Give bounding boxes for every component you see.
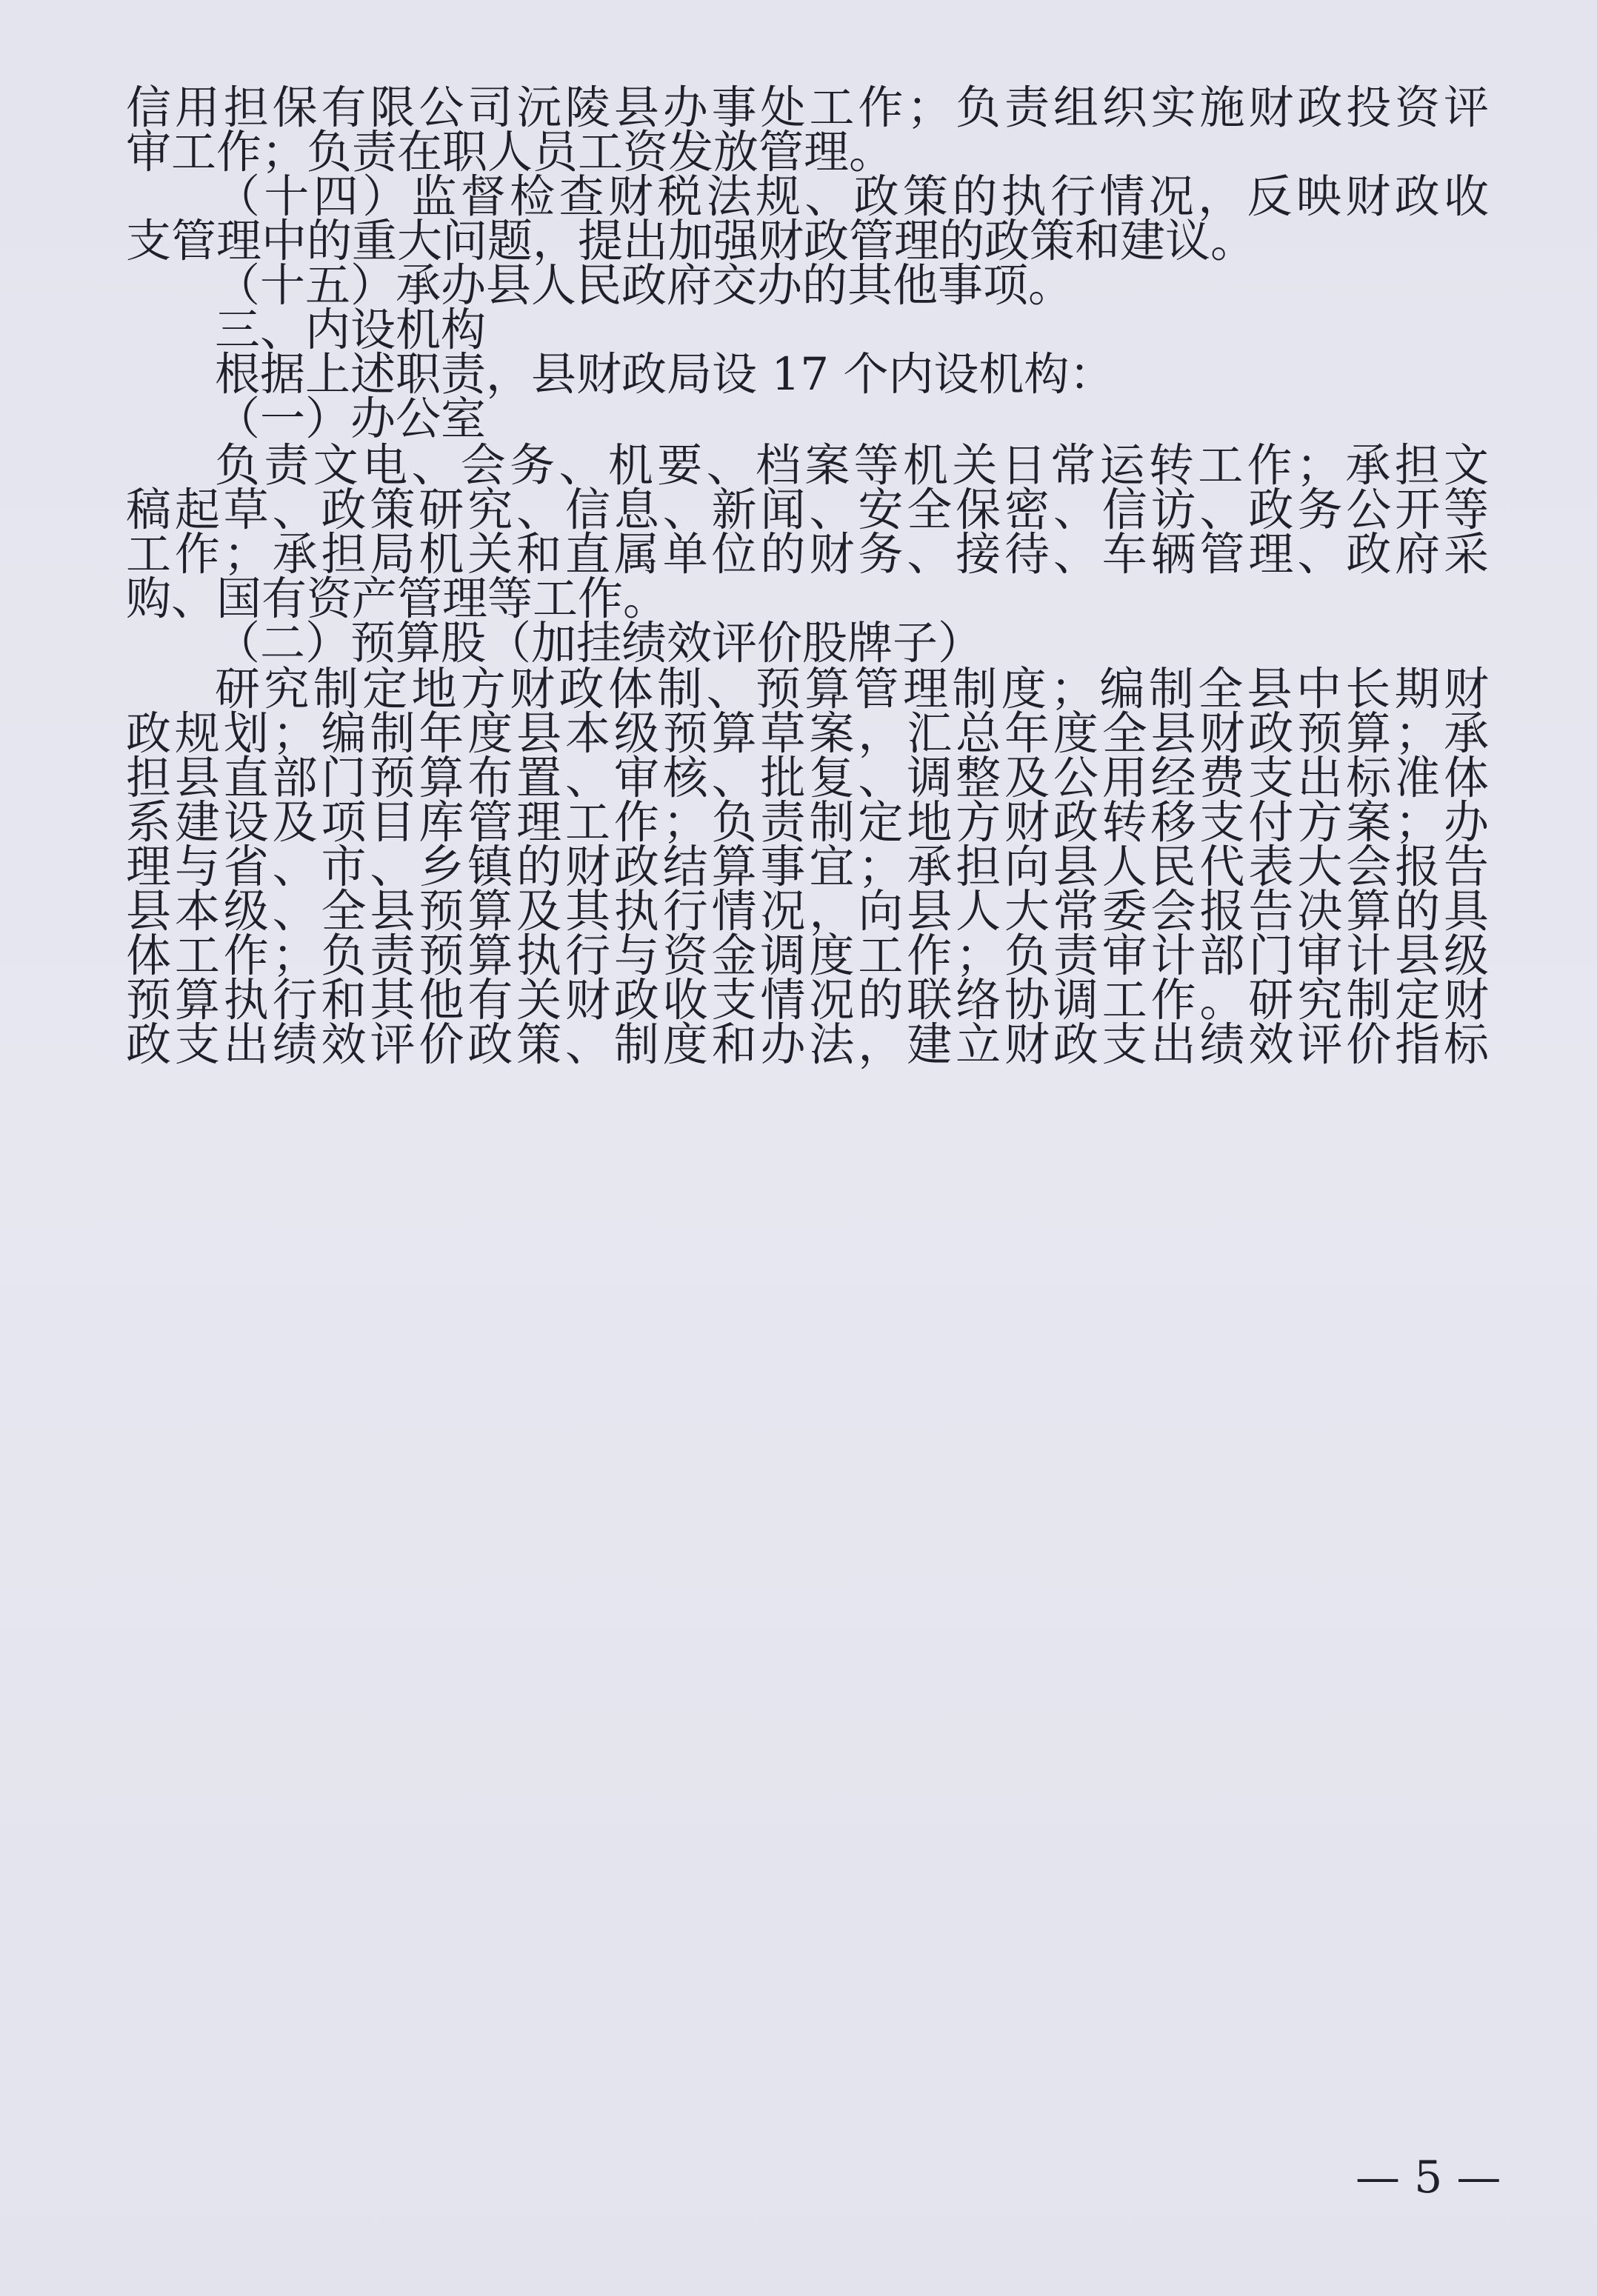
text-line: 县本级、全县预算及其执行情况，向县人大常委会报告决算的具 — [126, 885, 1489, 938]
text-line: 系建设及项目库管理工作；负责制定地方财政转移支付方案；办 — [126, 796, 1489, 849]
subsection-heading-office: （一）办公室 — [215, 393, 487, 445]
section-title-internal-institutions: 三、内设机构 — [215, 304, 487, 356]
text-line: 工作；承担局机关和直属单位的财务、接待、车辆管理、政府采 — [126, 528, 1489, 581]
text-line: 负责文电、会务、机要、档案等机关日常运转工作；承担文 — [215, 439, 1489, 492]
text-line: 稿起草、政策研究、信息、新闻、安全保密、信访、政务公开等 — [126, 484, 1489, 536]
section-heading-15: （十五）承办县人民政府交办的其他事项。 — [215, 259, 1074, 312]
text-line: 购、国有资产管理等工作。 — [126, 573, 669, 625]
text-line: 审工作；负责在职人员工资发放管理。 — [126, 126, 895, 178]
text-line: 支管理中的重大问题，提出加强财政管理的政策和建议。 — [126, 215, 1256, 267]
text-line: 理与省、市、乡镇的财政结算事宜；承担向县人民代表大会报告 — [126, 841, 1489, 893]
text-line: 预算执行和其他有关财政收支情况的联络协调工作。研究制定财 — [126, 974, 1489, 1027]
text-line: 研究制定地方财政体制、预算管理制度；编制全县中长期财 — [215, 663, 1489, 715]
text-line: 政支出绩效评价政策、制度和办法，建立财政支出绩效评价指标 — [126, 1018, 1489, 1071]
text-line: 政规划；编制年度县本级预算草案，汇总年度全县财政预算；承 — [126, 707, 1489, 760]
text-line: 担县直部门预算布置、审核、批复、调整及公用经费支出标准体 — [126, 752, 1489, 804]
page-number: — 5 — — [1356, 2152, 1501, 2203]
text-line: 体工作；负责预算执行与资金调度工作；负责审计部门审计县级 — [126, 930, 1489, 982]
text-line: 信用担保有限公司沅陵县办事处工作；负责组织实施财政投资评 — [126, 81, 1489, 134]
section-heading-14: （十四）监督检查财税法规、政策的执行情况，反映财政收 — [215, 170, 1489, 223]
subsection-heading-budget: （二）预算股（加挂绩效评价股牌子） — [215, 617, 984, 670]
text-line: 根据上述职责，县财政局设 17 个内设机构： — [215, 348, 1115, 401]
